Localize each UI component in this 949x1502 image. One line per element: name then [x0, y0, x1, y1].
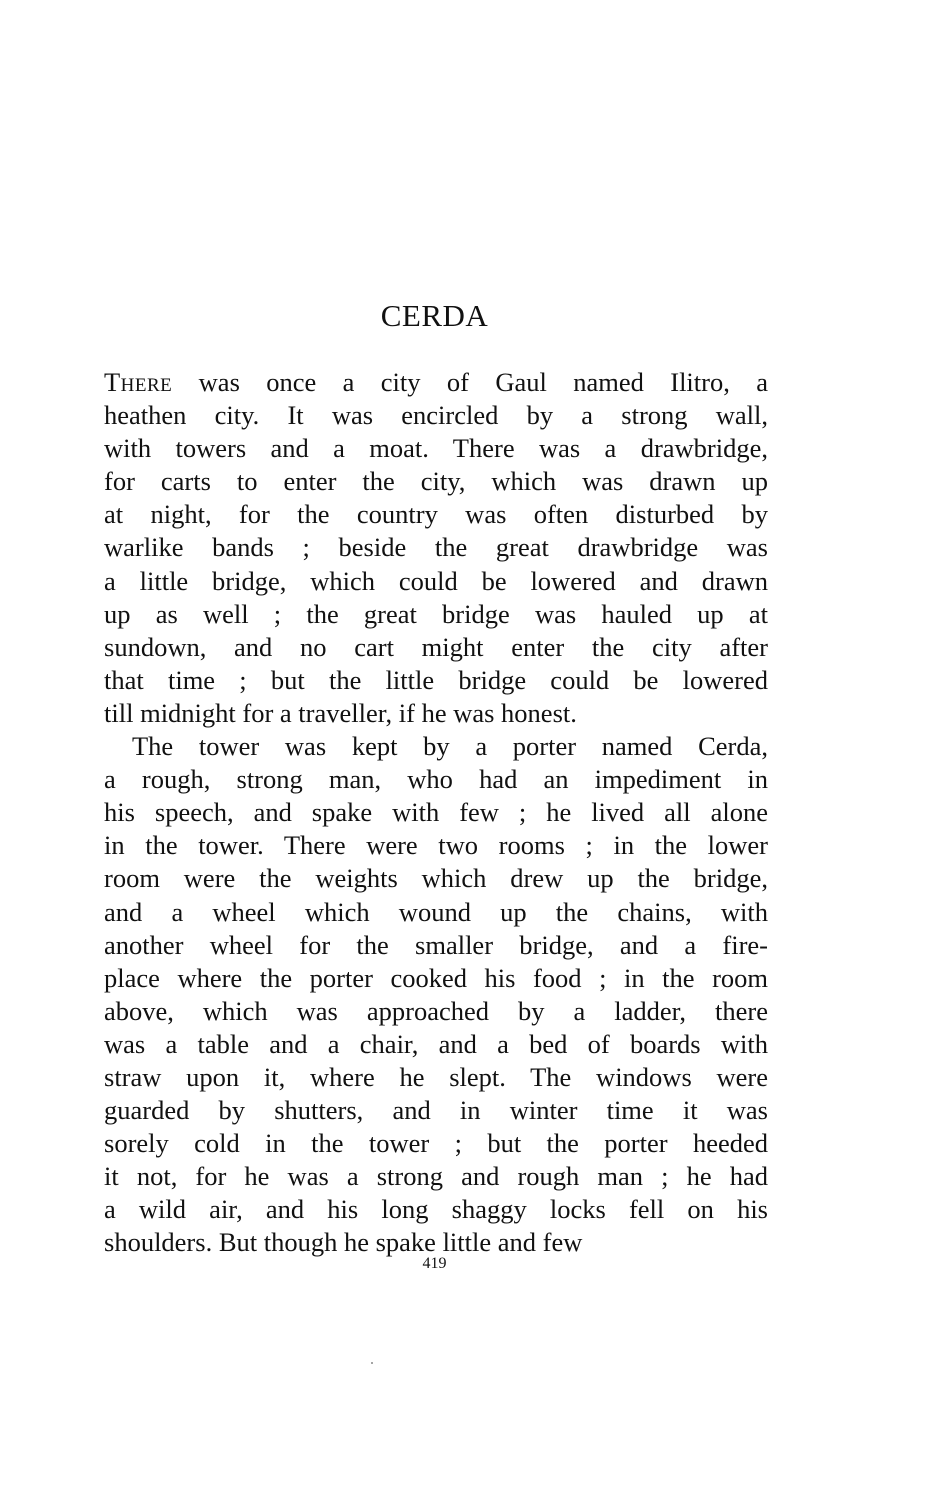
text-line: place where the porter cooked his food ; in the room	[104, 962, 768, 993]
text-line: his speech, and spake with few ; he lived all alone	[104, 797, 768, 828]
text-line: guarded by shutters, and in winter time it was	[104, 1095, 768, 1126]
text-line: warlike bands ; beside the great drawbridge was	[104, 532, 768, 563]
text-line: was a table and a chair, and a bed of boards with	[104, 1028, 768, 1059]
text-line: shoulders. But though he spake little and few	[104, 1227, 583, 1258]
text-line: for carts to enter the city, which was drawn up	[104, 466, 768, 497]
chapter-body	[104, 366, 768, 1260]
text-line: straw upon it, where he slept. The windows were	[104, 1061, 768, 1092]
text-line: it not, for he was a strong and rough man ; he had	[104, 1161, 768, 1192]
text-line: another wheel for the smaller bridge, and a fire-	[104, 929, 768, 960]
text-line: room were the weights which drew up the bridge,	[104, 863, 768, 894]
text-line: sundown, and no cart might enter the city after	[104, 631, 768, 662]
text-line: till midnight for a traveller, if he was honest.	[104, 697, 577, 728]
text-line: The tower was kept by a porter named Cerda,	[132, 731, 768, 762]
scan-speck	[371, 1362, 373, 1364]
chapter-title: CERDA	[380, 298, 489, 333]
text-line: and a wheel which wound up the chains, with	[104, 896, 768, 927]
paragraph	[104, 730, 768, 1260]
text-line: heathen city. It was encircled by a strong wall,	[104, 400, 768, 431]
text-line: a wild air, and his long shaggy locks fell on his	[104, 1194, 768, 1225]
text-line: with towers and a moat. There was a drawbridge,	[104, 433, 768, 464]
text-line: a rough, strong man, who had an impediment in	[104, 764, 768, 795]
text-line: in the tower. There were two rooms ; in the lower	[104, 830, 768, 861]
text-line: that time ; but the little bridge could be lowered	[104, 664, 768, 695]
text-line: There was once a city of Gaul named Ilitro, a	[104, 367, 768, 397]
paragraph	[104, 366, 768, 730]
page-number: 419	[422, 1255, 447, 1272]
text-line: above, which was approached by a ladder, there	[104, 995, 768, 1026]
text-line: a little bridge, which could be lowered and drawn	[104, 565, 768, 596]
text-line: sorely cold in the tower ; but the porter heeded	[104, 1128, 768, 1159]
opening-word: There	[104, 367, 173, 397]
text-line: up as well ; the great bridge was hauled up at	[104, 598, 768, 629]
text-line: at night, for the country was often disturbed by	[104, 499, 768, 530]
